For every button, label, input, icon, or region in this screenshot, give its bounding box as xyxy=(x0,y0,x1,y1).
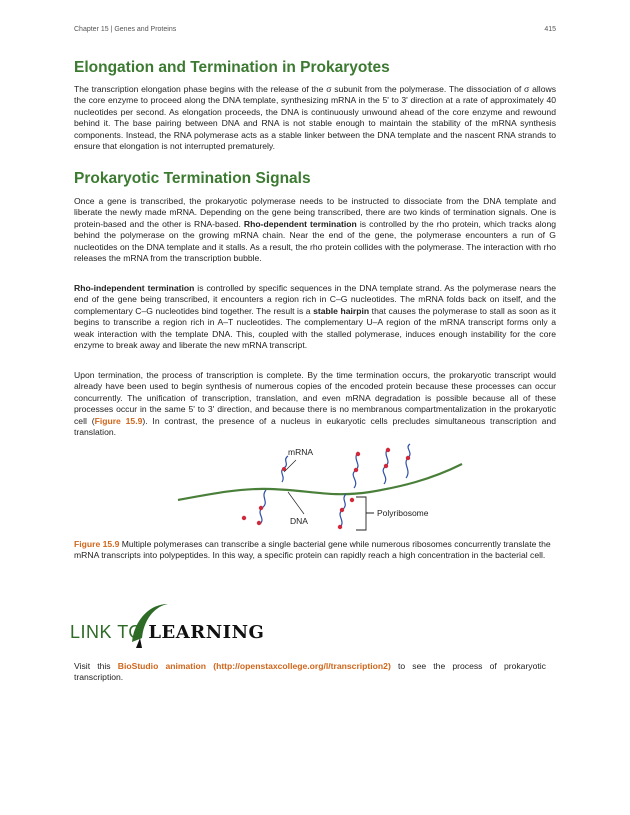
polyribosome-label: Polyribosome xyxy=(377,508,429,518)
ribosome-icon xyxy=(354,468,358,472)
figure-reference-link[interactable]: Figure 15.9 xyxy=(94,415,143,426)
paragraph-rho-independent xyxy=(74,283,556,351)
visit-text: Visit this xyxy=(74,661,118,671)
ribosome-icon xyxy=(257,521,261,525)
paragraph-text: Once a gene is transcribed, the prokaryotic polymerase needs to be instructed to dissociate from the DNA template and liberate the newly made mRNA. Depending on the gene being transcribed, there are two kinds of termination signals. One is protein-based and the other is RNA-based. xyxy=(74,196,556,229)
key-term-stable-hairpin: stable hairpin xyxy=(313,305,370,316)
figure-caption xyxy=(74,539,556,562)
logo-learning: LEARNING xyxy=(148,622,265,643)
link-to-learning-logo xyxy=(70,598,265,656)
ribosome-icon xyxy=(338,525,342,529)
paragraph-text: ). In contrast, the presence of a nucleus in eukaryotic cells precludes simultaneous transcription and translation. xyxy=(74,415,556,438)
dna-strand xyxy=(178,464,462,500)
caption-text: Multiple polymerases can transcribe a single bacterial gene while numerous ribosomes concurrently translate the mRNA transcripts into polypeptides. In this way, a specific protein can rapidly reach a high concentration in the bacterial cell. xyxy=(74,539,551,561)
ribosome-icon xyxy=(340,508,344,512)
section-heading-elongation: Elongation and Termination in Prokaryotes xyxy=(74,59,390,76)
mrna-label: mRNA xyxy=(288,447,314,457)
link-to-learning-wordmark xyxy=(70,622,264,643)
paragraph-text: The transcription elongation phase begins with the release of the σ subunit from the polymerase. The dissociation of σ allows the core enzyme to proceed along the DNA template, synthesizing mRNA in the 5' to 3' direction at a rate of approximately 40 nucleotides per second. As elongation proceeds, the DNA is continuously unwound ahead of the core enzyme and rewound behind it. The base pairing between DNA and RNA is not stable enough to maintain the stability of the mRNA synthesis components. Instead, the RNA polymerase acts as a stable linker between the DNA template and the nascent RNA strands to ensure that elongation is not interrupted prematurely. xyxy=(74,84,556,152)
chapter-title: Chapter 15 | Genes and Proteins xyxy=(74,26,177,33)
paragraph-termination xyxy=(74,370,556,438)
logo-link-to: LINK TO xyxy=(70,622,143,642)
section-heading-termination-signals: Prokaryotic Termination Signals xyxy=(74,170,311,187)
ribosome-icon xyxy=(406,456,410,460)
paragraph-text: that causes the polymerase to stall as soon as it begins to transcribe a region rich in A–T nucleotides. The complementary U–A region of the mRNA transcript forms only a weak interaction with the template DNA. This, coupled with the stalled polymerase, induces enough instability for the core enzyme to break away and liberate the new mRNA transcript. xyxy=(74,305,557,351)
paragraph-text: is controlled by the rho protein, which tracks along behind the polymerase on the growing mRNA chain. Near the end of the gene, the polymerase encounters a run of G nucleotides on the DNA template and it stalls. As a result, the rho protein collides with the polymerase. The interaction with rho releases the mRNA from the transcription bubble. xyxy=(74,218,557,264)
ribosome-icon xyxy=(386,448,390,452)
ribosome-icon xyxy=(384,464,388,468)
figure-label: Figure 15.9 xyxy=(74,539,120,549)
visit-text: to see the process of prokaryotic transcription. xyxy=(74,661,546,683)
paragraph-text: Upon termination, the process of transcription is complete. By the time termination occurs, the prokaryotic transcript would already have been used to begin synthesis of numerous copies of the encoded protein because these processes can occur concurrently. The unification of transcription, translation, and even mRNA degradation is possible because all of these processes occur in the same 5' to 3' direction, and because there is no membranous compartmentalization in the prokaryotic cell ( xyxy=(74,370,556,426)
paragraph-rho-dependent xyxy=(74,196,556,264)
polyribosome-figure xyxy=(170,442,470,534)
biostudio-animation-link[interactable]: BioStudio animation (http://openstaxcollege.org/l/transcription2) xyxy=(117,661,391,671)
dna-leader-line xyxy=(288,492,304,514)
ribosome-icon xyxy=(259,506,263,510)
dna-label: DNA xyxy=(290,516,308,526)
key-term-rho-dependent: Rho-dependent termination xyxy=(243,218,357,229)
ribosome-icon xyxy=(356,452,360,456)
key-term-rho-independent: Rho-independent termination xyxy=(74,283,195,293)
ribosome-icon xyxy=(242,516,246,520)
paragraph-text: is controlled by specific sequences in the DNA template strand. As the polymerase nears the end of the gene being transcribed, it encounters a region rich in C–G nucleotides. The mRNA folds back on itself, and the complementary C–G nucleotides bind together. The result is a xyxy=(74,283,556,316)
polyribosome-bracket xyxy=(356,497,374,530)
page-number: 415 xyxy=(544,26,556,33)
paragraph-elongation xyxy=(74,84,556,152)
visit-paragraph xyxy=(74,661,546,684)
ribosome-icon xyxy=(350,498,354,502)
